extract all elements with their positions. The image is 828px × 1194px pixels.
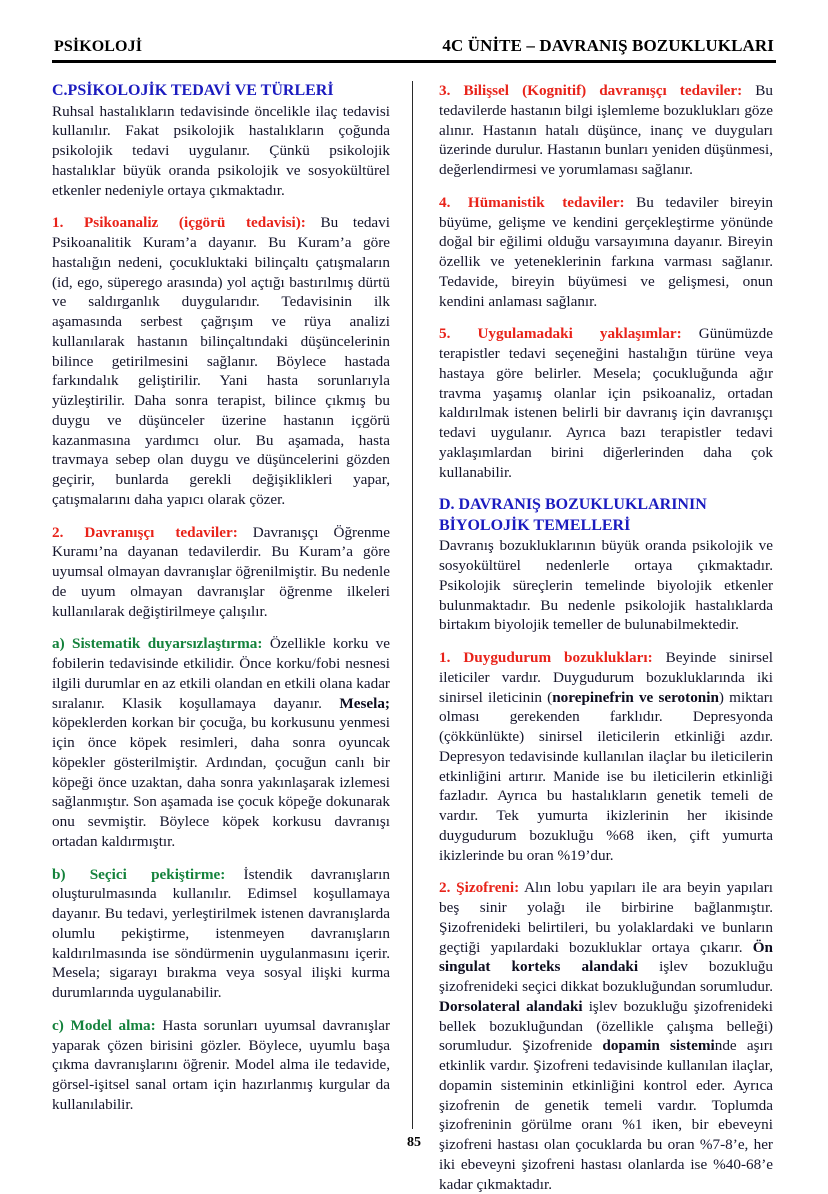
paragraph-item-1 xyxy=(52,213,390,509)
column-divider xyxy=(412,81,413,1129)
body-item-c: Hasta sorunları uyumsal davranışlar yaparak çözen birisini gözler. Böylece, uyumlu başa çıkma davranışlarını öğrenir. Model alma ile tedavide, görsel-işitsel sanal ortam için hazırlanmış kurgular da kullanılabilir. xyxy=(52,1016,390,1113)
paragraph-item-3 xyxy=(439,81,773,180)
right-column xyxy=(421,81,774,1193)
paragraph-d-intro: Davranış bozukluklarının büyük oranda psikolojik ve sosyokültürel nedenlerle ortaya çıkmaktadır. Psikolojik süreçlerin temelinde biyolojik etkenler bulunmaktadır. Bu nedenle psikolojik hastalıklarda birtakım biyolojik temeller de bulunabilmektedir. xyxy=(439,537,773,634)
body-item-b: İstendik davranışların oluşturulmasında kullanılır. Edimsel koşullamaya dayanır. Bu tedavi, yerleştirilmek istenen davranışlarda olumlu pekiştirme, istenmeyen davranışların kaldırılmasında ise söndürmenin uygulanmasını içerir. Mesela; sigarayı bırakma veya sosyal ilişki kurma durumlarında uygulanabilir. xyxy=(52,865,390,1002)
lead-label-item-b: b) Seçici pekiştirme: xyxy=(52,865,226,883)
body-item-a-part1: Özellikle korku ve fobilerin tedavisinde etkilidir. Önce korku/fobi nesnesi ilgili durumlar en az etkili olandan en etkili olana kadar sıralanır. Klasik koşullamaya dayanır. xyxy=(52,635,390,712)
section-heading-d-line2: BİYOLOJİK TEMELLERİ xyxy=(439,516,631,534)
body-bio-1-part1: Beyinde sinirsel ileticiler vardır. Duygudurum bozukluklarında iki sinirsel ileticinin ( xyxy=(439,649,773,706)
left-column xyxy=(52,81,404,1129)
body-bio-1-part2: ) miktarı olması gerekenden farklıdır. Depresyonda (çökkünlükte) sinirsel ileticilerin etkinliği azdır. Depresyon tedavisinde kullanılan ilaçlar bu ileticilerin etkinliğini artırır. Manide ise bu ileticilerin etkinliği fazladır. Ayrıca bu hastalıkların genetik temeli de vardır. Tek yumurta ikizlerinin her ikisinde duygudurum bozukluğu %68 iken, çift yumurta ikizlerinde bu oran %19’dur. xyxy=(439,688,773,864)
section-heading-c: C.PSİKOLOJİK TEDAVİ VE TÜRLERİ xyxy=(52,82,334,99)
lead-label-item-5: 5. Uygulamadaki yaklaşımlar: xyxy=(439,325,682,343)
body-bio-2-part1: Alın lobu yapıları ile ara beyin yapıları beş sinir yolağı ile birbirine bağlanmıştır. Şizofrenideki belirtileri, bu yolaklardaki ve bunların geçtiği yapılardaki bozukluklar ortaya çıkarır. xyxy=(439,879,773,956)
lead-label-item-2: 2. Davranışçı tedaviler: xyxy=(52,523,238,541)
lead-label-bio-1: 1. Duygudurum bozuklukları: xyxy=(439,649,653,667)
lead-label-item-1: 1. Psikoanaliz (içgörü tedavisi): xyxy=(52,214,306,232)
paragraph-item-c xyxy=(52,1016,390,1115)
bold-term-dopamine-system: dopamin sistemi xyxy=(602,1037,715,1055)
lead-label-item-c: c) Model alma: xyxy=(52,1016,156,1034)
body-item-2: Davranışçı Öğrenme Kuramı’na dayanan tedavilerdir. Bu Kuram’a göre uyumsal olmayan davranışlar öğrenilmiştir. Bu nedenle de uyum olmayan davranışlar öğrenme ilkeleri kullanılarak değiştirilmeye çalışılır. xyxy=(52,523,390,620)
paragraph-bio-2 xyxy=(439,878,773,1194)
lead-label-item-a: a) Sistematik duyarsızlaştırma: xyxy=(52,635,263,653)
body-item-5: Günümüzde terapistler tedavi seçeneğini hastalığın türüne veya hastaya göre belirler. Mesela; çocukluğunda ağır travma yaşamış olanlar için psikoanaliz, ortadan kaldırılmak istenen belirli bir davranış için davranışçı tedavi uygulanır. Ayrıca bazı terapistler tedavi yaklaşımlardan birini diğerlerinden daha çok kullanabilir. xyxy=(439,325,773,481)
bold-term-anterior-cingulate: Ön singulat korteks alandaki xyxy=(439,938,773,976)
paragraph-item-5 xyxy=(439,324,773,482)
page-number: 85 xyxy=(407,1135,421,1150)
body-bio-2-part3: işlev bozukluğu şizofrenideki bellek bozukluğundan (özellikle çalışma belleği) sorumludur. Şizofrenide xyxy=(439,997,773,1055)
section-heading-d-line1: D. DAVRANIŞ BOZUKLUKLARININ xyxy=(439,496,707,514)
body-item-3: Bu tedavilerde hastanın bilgi işlemleme bozuklukları göze alınır. Hastanın hatalı düşünce, inanç ve duyguları üzerinde durulur. Hastanın bunları yeniden düşünmesi, değerlendirmesi ve yorumlaması sağlanır. xyxy=(439,82,773,178)
body-bio-2-part4: nde aşırı etkinlik vardır. Şizofreni tedavisinde kullanılan ilaçlar, dopamin sisteminin etkinliğini kontrol eder. Ayrıca şizofrenin de genetik temeli vardır. Toplumda şizofreninin görülme oranı %1 iken, bir ebeveyni şizofreni hastası olan çocuklarda bu oran %7-8’e, her iki ebeveyni şizofreni hastası olanlarda ise %40-68’e kadar çıkmaktadır. xyxy=(439,1037,773,1193)
body-bio-2-part2: işlev bozukluğu şizofrenideki seçici dikkat bozukluğundan sorumludur. xyxy=(439,958,773,996)
body-item-4: Bu tedaviler bireyin büyüme, gelişme ve kendini gerçekleştirme yönünde doğal bir eğilimi olduğu varsayımına dayanır. Bireyin özellik ve yeteneklerinin farkına varması sağlanır. Tedavide, bireyin büyümesi ve gelişmesi, onun kendini anlaması sağlanır. xyxy=(439,193,774,310)
lead-label-bio-2: 2. Şizofreni: xyxy=(439,879,520,897)
bold-term-mesela: Mesela; xyxy=(339,694,390,712)
paragraph-bio-1 xyxy=(439,648,773,865)
lead-label-item-3: 3. Bilişsel (Kognitif) davranışçı tedaviler: xyxy=(439,82,743,99)
header-right-title: 4C ÜNİTE – DAVRANIŞ BOZUKLUKLARI xyxy=(442,36,774,55)
paragraph-item-b xyxy=(52,865,390,1003)
header-left-title: PSİKOLOJİ xyxy=(54,38,143,55)
running-header xyxy=(52,36,776,60)
paragraph-c-intro: Ruhsal hastalıkların tedavisinde öncelikle ilaç tedavisi kullanılır. Fakat psikolojik hastalıkların çoğunda psikolojik tedavi uygulanır. Çünkü psikolojik hastalıklar büyük oranda psikolojik ve sosyokültürel etkenler nedeniyle ortaya çıkmaktadır. xyxy=(52,102,390,199)
bold-term-neurotransmitters: norepinefrin ve serotonin xyxy=(552,688,719,706)
paragraph-item-4 xyxy=(439,193,773,312)
bold-term-dorsolateral: Dorsolateral alandaki xyxy=(439,997,583,1015)
header-divider-rule xyxy=(52,60,776,63)
paragraph-item-a xyxy=(52,634,390,851)
paragraph-item-2 xyxy=(52,523,390,622)
body-item-1: Bu tedavi Psikoanalitik Kuram’a dayanır. Bu Kuram’a göre hastalığın nedeni, çocukluktaki bilinçaltı çatışmaların (id, ego, süperego arasında) yol açtığı bastırılmış dürtü ve saldırganlık duygularıdır. Tedavisinin ilk aşamasında serbest çağrışım ve rüya analizi kullanılarak hastanın bilinçaltındaki düşüncelerinin bilince getirilmesini sağlanır. Böylece hastada farkındalık geliştirilir. Yani hasta sorunlarıyla yüzleştirilir. Daha sonra terapist, bilince çıkmış bu duygu ve düşünceler üzerine hastanın içgörü kazanmasına yardımcı olur. Bu aşamada, hasta travmaya sebep olan duygu ve düşüncelerini gözden geçirir, bunlarda gerekli değişiklikleri yapar, çatışmalarını daha yapıcı olarak çözer. xyxy=(52,214,390,508)
body-item-a-part2: köpeklerden korkan bir çocuğa, bu korkusunu yenmesi için önce köpek resimleri, daha sonra oyuncak köpekler gösterilmiştir. Ardından, çocuğun canlı bir köpeği önce uzaktan, daha sonra yakınlaşarak izlemesi sağlanmıştır. Son aşamada ise çocuk köpeğe dokunarak onu sevmiştir. Böylece köpek korkusu davranışı ortadan kaldırmıştır. xyxy=(52,714,390,850)
lead-label-item-4: 4. Hümanistik tedaviler: xyxy=(439,193,625,211)
